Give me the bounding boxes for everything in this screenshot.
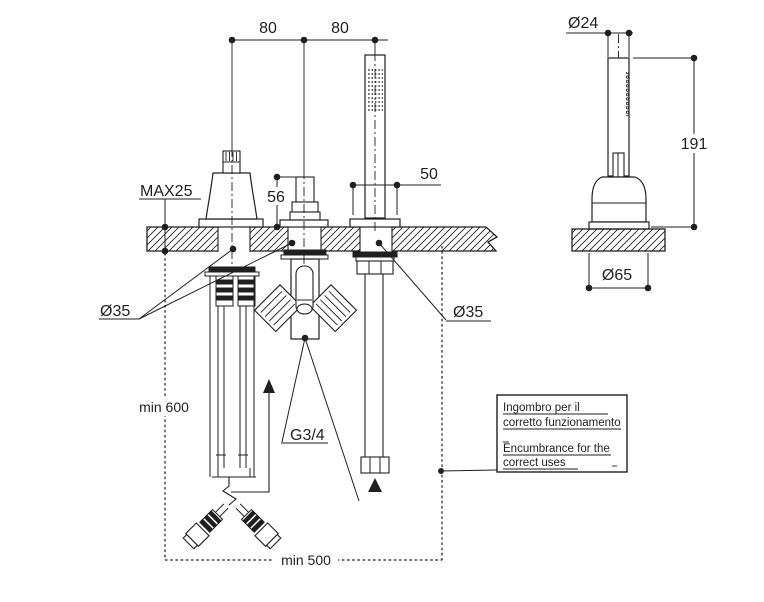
note-leader-dot <box>438 468 444 474</box>
mixer-valve-unit <box>182 151 282 550</box>
dim-label-dia65: Ø65 <box>601 267 633 284</box>
mixer-body <box>206 173 257 219</box>
dim-label-dia35-right: Ø35 <box>453 304 484 321</box>
mounting-deck <box>147 226 497 253</box>
dim-label-80-left: 80 <box>259 20 277 37</box>
diverter-lower-plate <box>281 255 328 259</box>
deck-hole-middle <box>288 226 321 253</box>
holder-base-plate <box>589 222 649 229</box>
note-box <box>438 395 627 474</box>
hand-shower-nut <box>357 261 393 274</box>
deck-section <box>147 227 497 251</box>
diverter-neck <box>292 202 318 212</box>
dimension-80-80 <box>229 37 388 44</box>
hose-end-ticks <box>212 455 256 477</box>
flow-arrow-up-left <box>263 379 275 393</box>
angled-fitting-left <box>182 500 232 550</box>
dim-label-min500: min 500 <box>281 552 331 568</box>
mixer-base-plate <box>199 219 263 227</box>
dimension-50 <box>350 182 441 215</box>
hand-shower-side-view <box>572 58 665 251</box>
dim-label-56: 56 <box>267 189 285 206</box>
dim-label-80-right: 80 <box>331 20 349 37</box>
supply-pipe-nut <box>361 457 389 473</box>
angled-fitting-right <box>232 500 282 550</box>
diverter-lower-flange <box>284 250 326 255</box>
flow-arrow-up-right <box>368 478 382 492</box>
deck-hole-right <box>360 226 392 253</box>
note-english-line2: correct uses <box>503 457 566 469</box>
flow-path-indicator <box>231 379 275 492</box>
dim-label-g34: G3/4 <box>290 427 325 444</box>
dim-label-50: 50 <box>420 166 438 183</box>
diverter-collar <box>290 212 320 220</box>
dim-label-dia24: Ø24 <box>568 15 599 32</box>
hose-break-symbol <box>223 477 236 505</box>
note-italian-line2: corretto funzionamento <box>503 417 621 429</box>
hand-shower-supply-pipe <box>365 274 383 457</box>
dim-label-191: 191 <box>680 136 708 153</box>
mixer-lower-flange <box>209 267 255 272</box>
dim-label-min600: min 600 <box>139 399 189 415</box>
label-g34 <box>281 335 359 501</box>
dim-label-max25: MAX25 <box>140 183 193 200</box>
note-leader-line <box>441 470 497 471</box>
note-english-line1: Encumbrance for the <box>503 443 610 455</box>
dim-label-dia35-left: Ø35 <box>100 303 131 320</box>
hose-connector-right <box>238 276 255 306</box>
holder-cone <box>592 177 646 222</box>
spout-outlet <box>297 304 312 314</box>
dimension-dia24 <box>566 30 633 57</box>
side-spray-dots <box>626 72 631 116</box>
side-deck-section <box>572 229 665 251</box>
diverter-knob <box>296 177 314 202</box>
note-italian-line1: Ingombro per il <box>503 402 580 414</box>
hand-shower-lower-plate <box>356 257 394 261</box>
hose-connector-left <box>216 276 233 306</box>
